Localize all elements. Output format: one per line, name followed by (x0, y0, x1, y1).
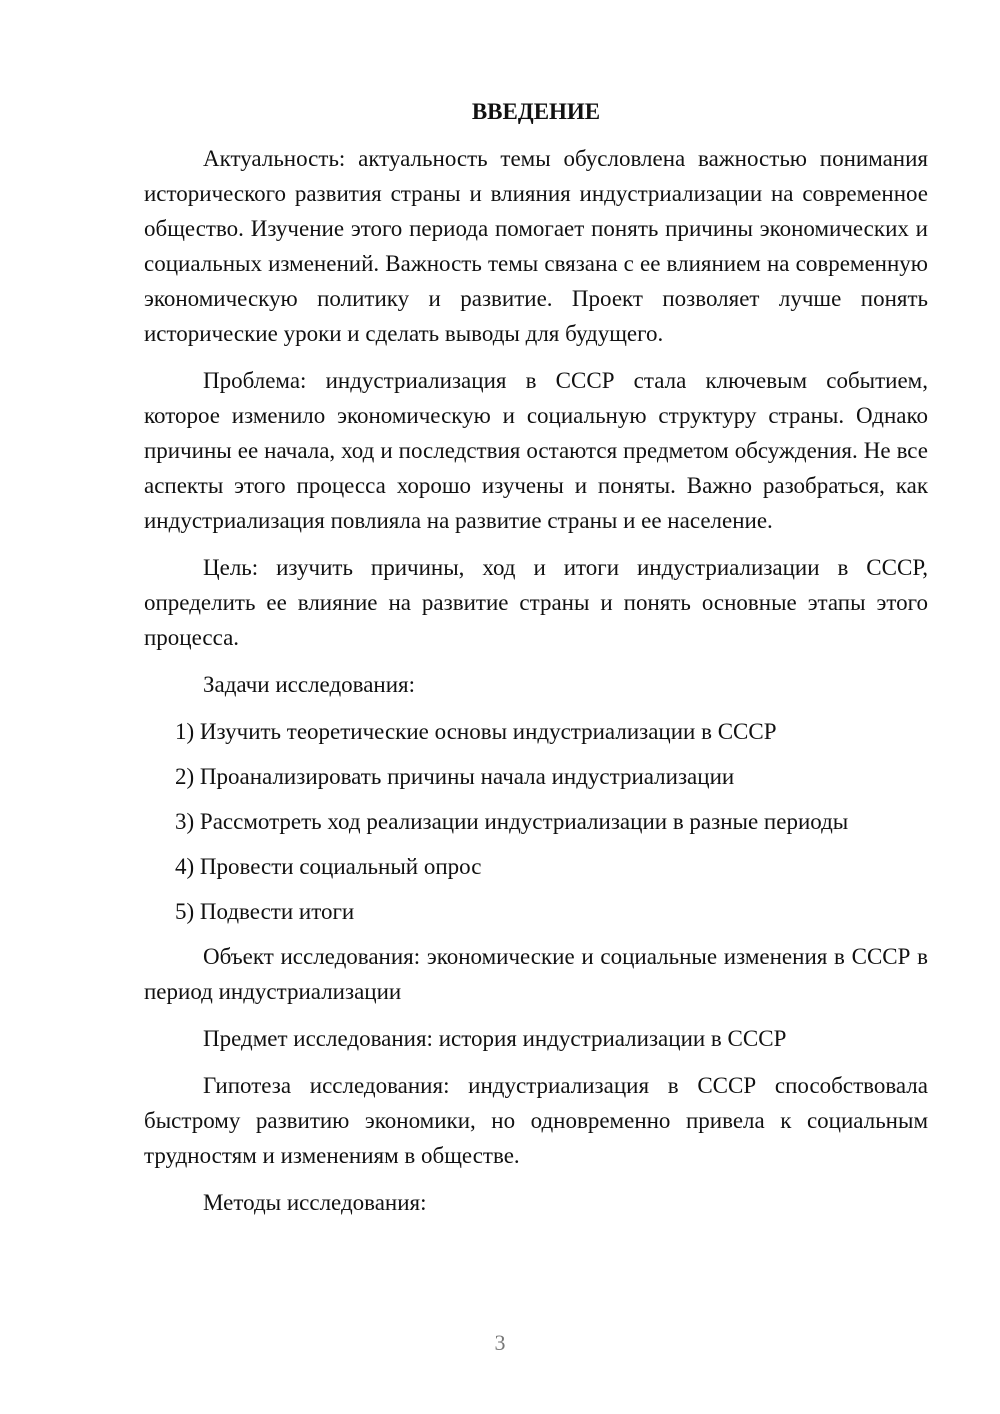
page-number: 3 (494, 1330, 506, 1355)
section-heading: ВВЕДЕНИЕ (471, 99, 601, 124)
goal-paragraph: Цель: изучить причины, ход и итоги индустриализации в СССР, определить ее влияние на развитие страны и понять основные этапы этого процесса. (144, 555, 928, 650)
methods-paragraph: Методы исследования: (203, 1190, 427, 1215)
list-item: 5) Подвести итоги (175, 899, 355, 924)
problem-paragraph: Проблема: индустриализация в СССР стала ключевым событием, которое изменило экономическую и социальную структуру страны. Однако причины ее начала, ход и последствия остаются предметом обсуждения. Не все аспекты этого процесса хорошо изучены и поняты. Важно разобраться, как индустриализация повлияла на развитие страны и ее население. (144, 368, 928, 533)
subject-paragraph: Предмет исследования: история индустриализации в СССР (203, 1026, 787, 1051)
object-paragraph: Объект исследования: экономические и социальные изменения в СССР в период индустриализации (144, 944, 928, 1004)
list-item: 1) Изучить теоретические основы индустриализации в СССР (175, 719, 777, 744)
list-item: 3) Рассмотреть ход реализации индустриализации в разные периоды (175, 809, 849, 834)
relevance-paragraph: Актуальность: актуальность темы обусловлена важностью понимания исторического развития страны и влияния индустриализации на современное общество. Изучение этого периода помогает понять причины экономических и социальных изменений. Важность темы связана с ее влиянием на современную экономическую политику и развитие. Проект позволяет лучше понять исторические уроки и сделать выводы для будущего. (144, 146, 928, 346)
page-content (144, 94, 928, 1232)
list-item: 2) Проанализировать причины начала индустриализации (175, 764, 735, 789)
tasks-title: Задачи исследования: (203, 672, 416, 697)
tasks-list (144, 714, 928, 929)
hypothesis-paragraph: Гипотеза исследования: индустриализация в СССР способствовала быстрому развитию экономики, но одновременно привела к социальным трудностям и изменениям в обществе. (144, 1073, 928, 1168)
list-item: 4) Провести социальный опрос (175, 854, 482, 879)
